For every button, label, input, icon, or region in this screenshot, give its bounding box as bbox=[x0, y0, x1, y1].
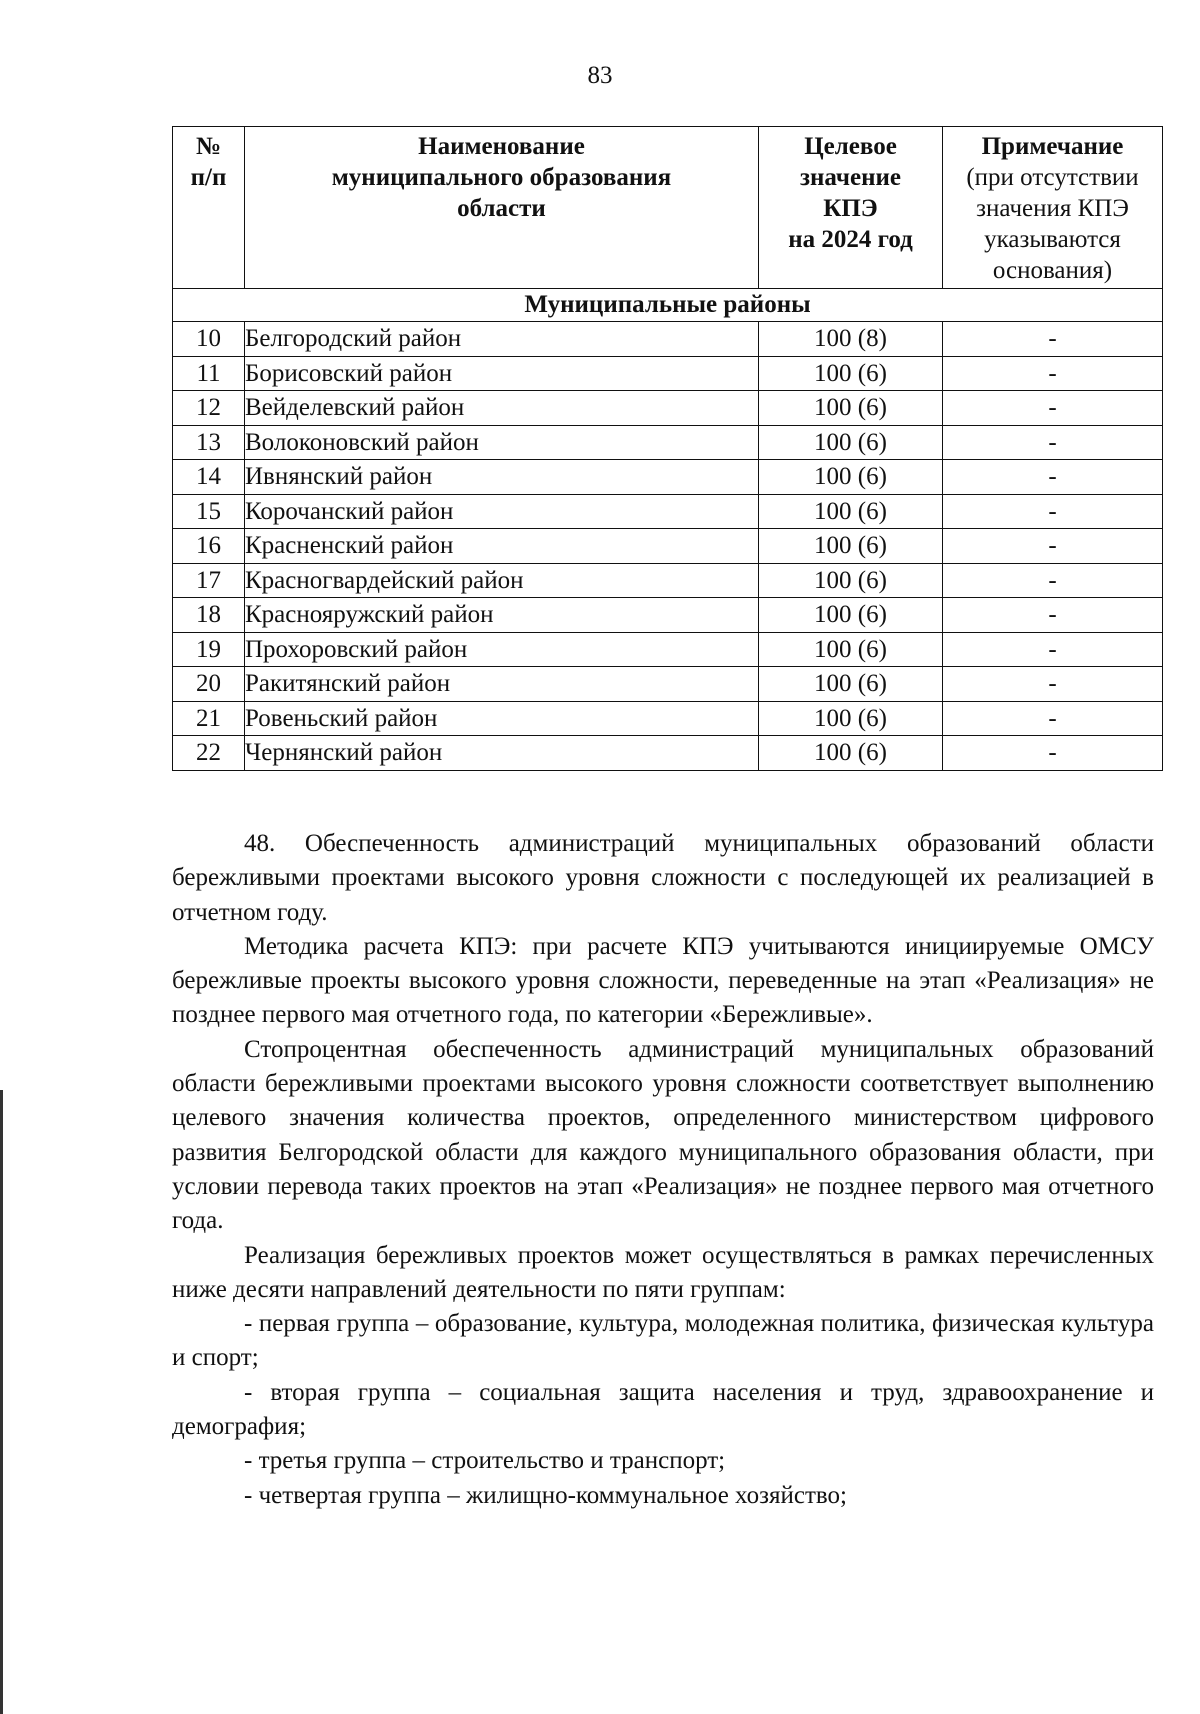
header-note-line: (при отсутствии bbox=[966, 164, 1139, 191]
row-name: Корочанский район bbox=[245, 494, 759, 529]
kpe-table bbox=[172, 126, 1163, 771]
header-num bbox=[173, 127, 245, 289]
row-num: 13 bbox=[173, 425, 245, 460]
page-number: 83 bbox=[587, 62, 613, 89]
row-value: 100 (6) bbox=[759, 563, 943, 598]
paragraph: Реализация бережливых проектов может осуществляться в рамках перечисленных ниже десяти направлений деятельности по пяти группам: bbox=[172, 1241, 1154, 1303]
table-row bbox=[173, 529, 1163, 564]
row-note: - bbox=[943, 563, 1163, 598]
table-row bbox=[173, 494, 1163, 529]
row-name: Красненский район bbox=[245, 529, 759, 564]
header-note-line: основания) bbox=[992, 257, 1113, 284]
table-row bbox=[173, 460, 1163, 495]
header-name-line: Наименование bbox=[418, 133, 585, 160]
row-value: 100 (6) bbox=[759, 529, 943, 564]
row-num: 20 bbox=[173, 667, 245, 702]
row-num: 12 bbox=[173, 391, 245, 426]
row-name: Чернянский район bbox=[245, 736, 759, 771]
row-note: - bbox=[943, 529, 1163, 564]
row-name: Ровеньский район bbox=[245, 701, 759, 736]
table-row bbox=[173, 632, 1163, 667]
row-num: 22 bbox=[173, 736, 245, 771]
row-name: Ивнянский район bbox=[245, 460, 759, 495]
table-row bbox=[173, 701, 1163, 736]
row-note: - bbox=[943, 322, 1163, 357]
paragraph: Методика расчета КПЭ: при расчете КПЭ учитываются инициируемые ОМСУ бережливые проекты высокого уровня сложности, переведенные на этап «Реализация» не позднее первого мая отчетного года, по категории «Бережливые». bbox=[172, 932, 1154, 1029]
row-note: - bbox=[943, 391, 1163, 426]
row-name: Борисовский район bbox=[245, 356, 759, 391]
row-value: 100 (6) bbox=[759, 736, 943, 771]
list-item: - четвертая группа – жилищно-коммунальное хозяйство; bbox=[244, 1481, 847, 1509]
row-note: - bbox=[943, 598, 1163, 633]
row-name: Красногвардейский район bbox=[245, 563, 759, 598]
body-text bbox=[172, 827, 1154, 1513]
table-row bbox=[173, 425, 1163, 460]
header-value-line: на 2024 год bbox=[788, 226, 913, 253]
row-value: 100 (6) bbox=[759, 632, 943, 667]
header-name-line: муниципального образования bbox=[331, 164, 672, 191]
header-note-line: указываются bbox=[984, 226, 1121, 253]
table-row bbox=[173, 563, 1163, 598]
section-title: Муниципальные районы bbox=[173, 289, 1163, 322]
row-note: - bbox=[943, 356, 1163, 391]
row-value: 100 (8) bbox=[759, 322, 943, 357]
row-num: 17 bbox=[173, 563, 245, 598]
list-item: - третья группа – строительство и транспорт; bbox=[244, 1447, 726, 1475]
row-note: - bbox=[943, 460, 1163, 495]
row-num: 10 bbox=[173, 322, 245, 357]
row-num: 11 bbox=[173, 356, 245, 391]
table-row bbox=[173, 356, 1163, 391]
section-row bbox=[173, 289, 1163, 322]
table-row bbox=[173, 391, 1163, 426]
table-row bbox=[173, 598, 1163, 633]
row-num: 19 bbox=[173, 632, 245, 667]
row-note: - bbox=[943, 667, 1163, 702]
header-name bbox=[245, 127, 759, 289]
row-value: 100 (6) bbox=[759, 391, 943, 426]
row-value: 100 (6) bbox=[759, 494, 943, 529]
row-name: Прохоровский район bbox=[245, 632, 759, 667]
paragraph: 48. Обеспеченность администраций муниципальных образований области бережливыми проектами высокого уровня сложности с последующей их реализацией в отчетном году. bbox=[172, 830, 1154, 926]
header-note-title: Примечание bbox=[981, 133, 1124, 160]
list-item: - вторая группа – социальная защита населения и труд, здравоохранение и демография; bbox=[172, 1378, 1154, 1441]
row-name: Вейделевский район bbox=[245, 391, 759, 426]
row-num: 14 bbox=[173, 460, 245, 495]
table-header-row bbox=[173, 127, 1163, 289]
row-note: - bbox=[943, 425, 1163, 460]
header-note bbox=[943, 127, 1163, 289]
header-num-line: № bbox=[195, 133, 222, 160]
header-value-line: Целевое bbox=[804, 133, 897, 160]
row-name: Волоконовский район bbox=[245, 425, 759, 460]
paragraph: Стопроцентная обеспеченность администраций муниципальных образований области бережливыми проектами высокого уровня сложности соответствует выполнению целевого значения количества проектов, определенного министерством цифрового развития Белгородской области для каждого муниципального образования области, при условии перевода таких проектов на этап «Реализация» не позднее первого мая отчетного года. bbox=[172, 1035, 1154, 1235]
row-num: 16 bbox=[173, 529, 245, 564]
row-num: 21 bbox=[173, 701, 245, 736]
row-num: 15 bbox=[173, 494, 245, 529]
table-row bbox=[173, 736, 1163, 771]
header-note-line: значения КПЭ bbox=[976, 195, 1129, 222]
table-row bbox=[173, 322, 1163, 357]
row-note: - bbox=[943, 701, 1163, 736]
header-value-line: КПЭ bbox=[823, 195, 878, 222]
row-value: 100 (6) bbox=[759, 701, 943, 736]
header-name-line: области bbox=[457, 195, 546, 222]
row-note: - bbox=[943, 494, 1163, 529]
row-value: 100 (6) bbox=[759, 356, 943, 391]
scan-edge bbox=[0, 1090, 3, 1714]
table-row bbox=[173, 667, 1163, 702]
row-value: 100 (6) bbox=[759, 598, 943, 633]
list-item: - первая группа – образование, культура, молодежная политика, физическая культура и спорт; bbox=[172, 1310, 1154, 1372]
row-value: 100 (6) bbox=[759, 667, 943, 702]
header-value bbox=[759, 127, 943, 289]
header-value-line: значение bbox=[799, 164, 902, 191]
row-name: Краснояружский район bbox=[245, 598, 759, 633]
row-value: 100 (6) bbox=[759, 425, 943, 460]
row-note: - bbox=[943, 632, 1163, 667]
row-name: Ракитянский район bbox=[245, 667, 759, 702]
row-name: Белгородский район bbox=[245, 322, 759, 357]
row-num: 18 bbox=[173, 598, 245, 633]
row-note: - bbox=[943, 736, 1163, 771]
row-value: 100 (6) bbox=[759, 460, 943, 495]
header-num-line: п/п bbox=[190, 164, 227, 191]
